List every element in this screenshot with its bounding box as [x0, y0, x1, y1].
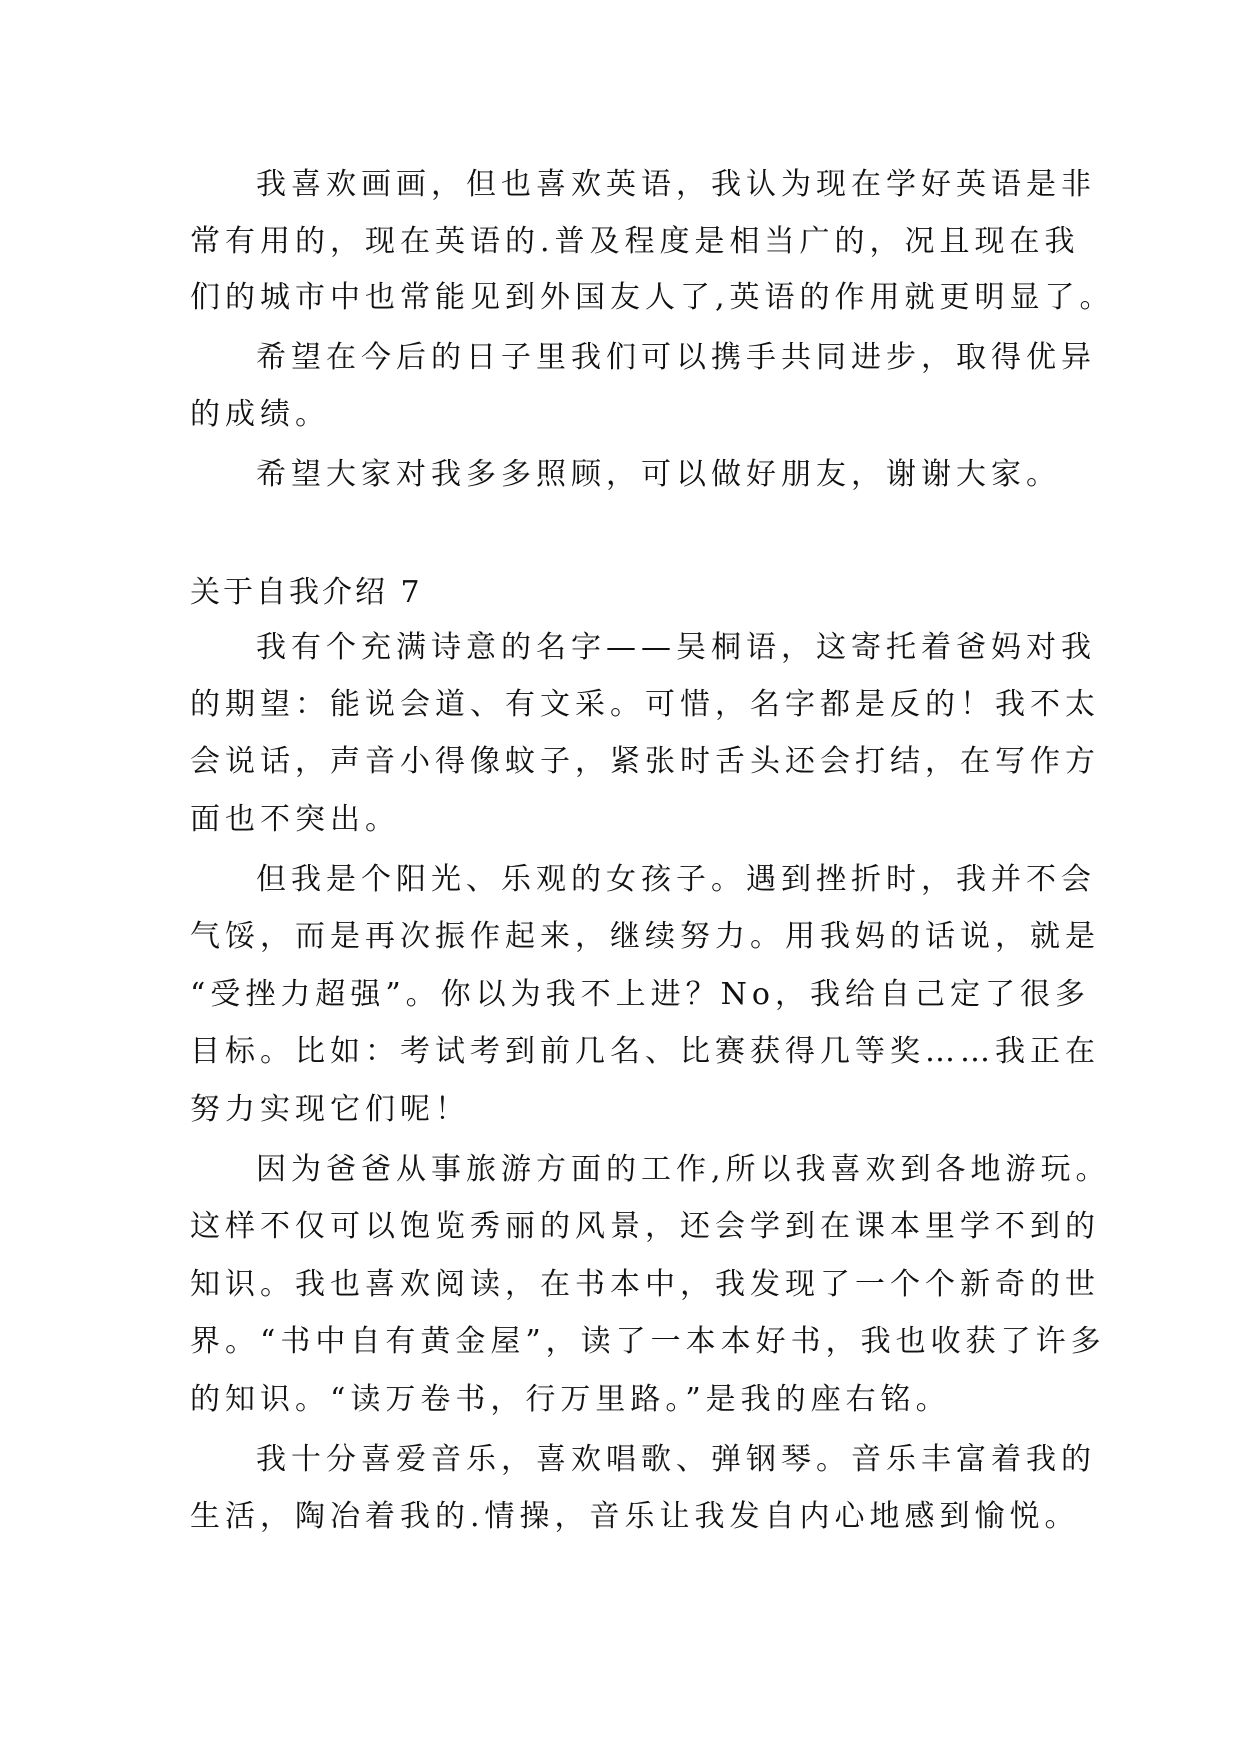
paragraph-line: 希望大家对我多多照顾，可以做好朋友，谢谢大家。 — [256, 457, 1061, 492]
paragraph-line: 努力实现它们呢！ — [190, 1092, 470, 1127]
paragraph-line: 的知识。“读万卷书，行万里路。”是我的座右铭。 — [190, 1382, 951, 1417]
paragraph-line: 我喜欢画画，但也喜欢英语，我认为现在学好英语是非 — [256, 167, 1096, 202]
paragraph-line: 会说话，声音小得像蚊子，紧张时舌头还会打结，在写作方 — [190, 744, 1100, 779]
paragraph-line: 生活，陶冶着我的.情操，音乐让我发自内心地感到愉悦。 — [190, 1499, 1080, 1534]
paragraph-line: 们的城市中也常能见到外国友人了,英语的作用就更明显了。 — [190, 280, 1115, 315]
paragraph-line: 知识。我也喜欢阅读，在书本中，我发现了一个个新奇的世 — [190, 1267, 1100, 1302]
paragraph-line: 常有用的，现在英语的.普及程度是相当广的，况且现在我 — [190, 224, 1080, 259]
paragraph-line: 界。“书中自有黄金屋”，读了一本本好书，我也收获了许多 — [190, 1324, 1106, 1359]
paragraph-line: 目标。比如：考试考到前几名、比赛获得几等奖……我正在 — [190, 1034, 1100, 1069]
paragraph-line: 这样不仅可以饱览秀丽的风景，还会学到在课本里学不到的 — [190, 1209, 1100, 1244]
paragraph-line: 但我是个阳光、乐观的女孩子。遇到挫折时，我并不会 — [256, 862, 1096, 897]
paragraph-line: “受挫力超强”。你以为我不上进？No，我给自己定了很多 — [190, 977, 1090, 1012]
paragraph-line: 我有个充满诗意的名字——吴桐语，这寄托着爸妈对我 — [256, 630, 1096, 665]
paragraph-line: 的成绩。 — [190, 397, 330, 432]
paragraph-line: 气馁，而是再次振作起来，继续努力。用我妈的话说，就是 — [190, 919, 1100, 954]
paragraph-line: 希望在今后的日子里我们可以携手共同进步，取得优异 — [256, 340, 1096, 375]
paragraph-line: 的期望：能说会道、有文采。可惜，名字都是反的！我不太 — [190, 687, 1100, 722]
paragraph-line: 因为爸爸从事旅游方面的工作,所以我喜欢到各地游玩。 — [256, 1152, 1111, 1187]
paragraph-line: 我十分喜爱音乐，喜欢唱歌、弹钢琴。音乐丰富着我的 — [256, 1442, 1096, 1477]
paragraph-line: 面也不突出。 — [190, 802, 400, 837]
section-title: 关于自我介绍 7 — [190, 575, 423, 610]
